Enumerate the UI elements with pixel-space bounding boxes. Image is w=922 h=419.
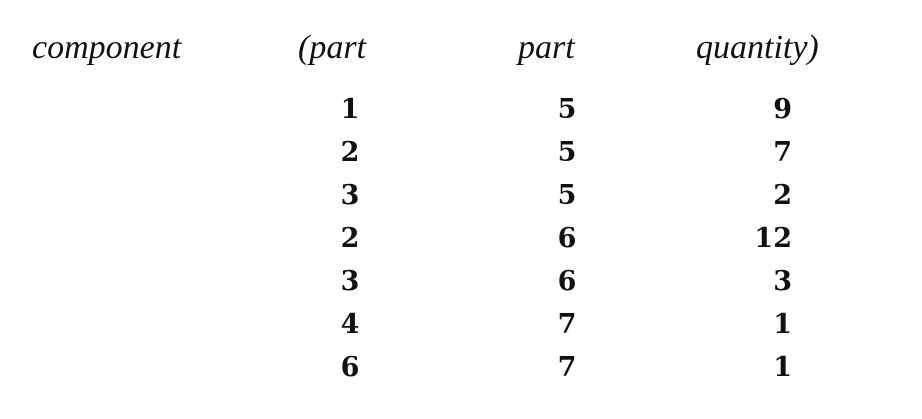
cell-part-2: 7: [557, 352, 577, 383]
cell-part-2: 5: [557, 94, 577, 125]
column-header-quantity: quantity): [696, 29, 819, 66]
cell-part-2: 5: [557, 180, 577, 211]
relation-name: component: [32, 29, 182, 66]
cell-part-2: 6: [557, 223, 577, 254]
column-header-part-2: part: [518, 29, 575, 66]
column-header-part: (part: [298, 29, 366, 66]
cell-part: 3: [340, 266, 360, 297]
cell-part: 6: [340, 352, 360, 383]
cell-part-2: 7: [557, 309, 577, 340]
cell-quantity: 1: [773, 352, 792, 383]
table-row: [0, 217, 922, 260]
cell-quantity: 7: [773, 137, 792, 168]
cell-part-2: 5: [557, 137, 577, 168]
table-row: [0, 174, 922, 217]
cell-part: 3: [340, 180, 360, 211]
cell-quantity: 12: [754, 223, 792, 254]
table-row: [0, 303, 922, 346]
table-row: [0, 346, 922, 389]
cell-part: 2: [340, 223, 360, 254]
table-row: [0, 260, 922, 303]
cell-quantity: 1: [773, 309, 792, 340]
table-row: [0, 131, 922, 174]
cell-part: 2: [340, 137, 360, 168]
cell-part: 1: [340, 94, 360, 125]
cell-quantity: 9: [773, 94, 792, 125]
cell-quantity: 3: [773, 266, 792, 297]
table-body: [0, 88, 922, 389]
cell-part-2: 6: [557, 266, 577, 297]
cell-quantity: 2: [773, 180, 792, 211]
cell-part: 4: [340, 309, 360, 340]
table-row: [0, 88, 922, 131]
